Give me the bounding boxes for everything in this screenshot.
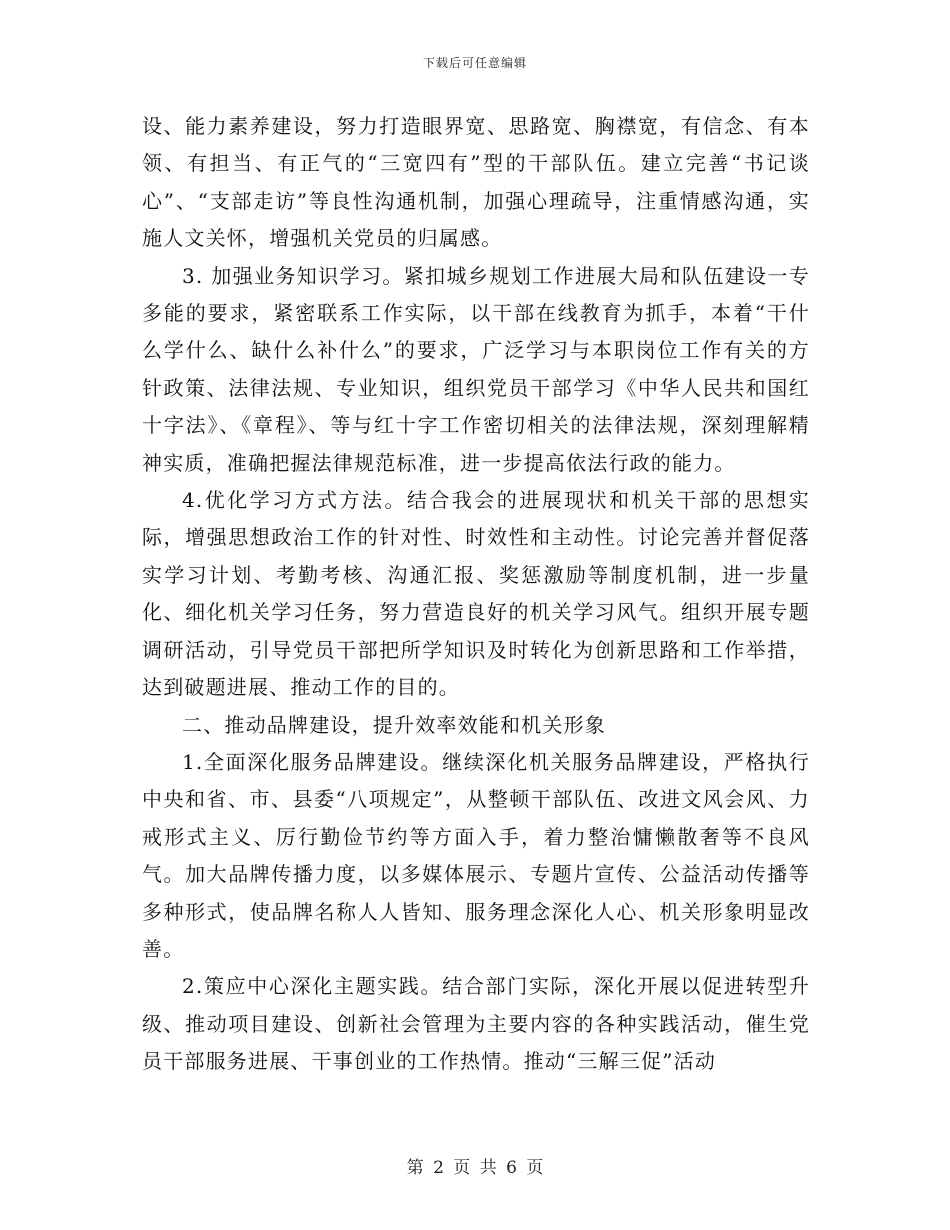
paragraph-item-3: 3. 加强业务知识学习。紧扣城乡规划工作进展大局和队伍建设一专多能的要求，紧密联系工作实际，以干部在线教育为抓手，本着“干什么学什么、缺什么补什么”的要求，广泛学习与本职岗位工作有关的方针政策、法律法规、专业知识，组织党员干部学习《中华人民共和国红十字法》、《章程》、等与红十字工作密切相关的法律法规，深刻理解精神实质，准确把握法律规范标准，进一步提高依法行政的能力。	[142, 263, 810, 475]
section-heading-2: 二、推动品牌建设，提升效率效能和机关形象	[182, 712, 606, 737]
paragraph-item-4: 4.优化学习方式方法。结合我会的进展现状和机关干部的思想实际，增强思想政治工作的针对性、时效性和主动性。讨论完善并督促落实学习计划、考勤考核、沟通汇报、奖惩激励等制度机制，进一步量化、细化机关学习任务，努力营造良好的机关学习风气。组织开展专题调研活动，引导党员干部把所学知识及时转化为创新思路和工作举措，达到破题进展、推动工作的目的。	[142, 488, 810, 700]
page-header: 下载后可任意编辑	[422, 56, 527, 70]
page-number-footer: 第 2 页 共 6 页	[406, 1158, 544, 1178]
paragraph-continuation: 设、能力素养建设，努力打造眼界宽、思路宽、胸襟宽，有信念、有本领、有担当、有正气的“三宽四有”型的干部队伍。建立完善“书记谈心”、“支部走访”等良性沟通机制，加强心理疏导，注重情感沟通，实施人文关怀，增强机关党员的归属感。	[142, 114, 810, 251]
paragraph-section2-item-1: 1.全面深化服务品牌建设。继续深化机关服务品牌建设，严格执行中央和省、市、县委“八项规定”，从整顿干部队伍、改进文风会风、力戒形式主义、厉行勤俭节约等方面入手，着力整治慵懒散奢等不良风气。加大品牌传播力度，以多媒体展示、专题片宣传、公益活动传播等多种形式，使品牌名称人人皆知、服务理念深化人心、机关形象明显改善。	[142, 749, 810, 961]
document-body	[142, 108, 810, 1081]
paragraph-section2-item-2: 2.策应中心深化主题实践。结合部门实际，深化开展以促进转型升级、推动项目建设、创新社会管理为主要内容的各种实践活动，催生党员干部服务进展、干事创业的工作热情。推动“三解三促”活动	[142, 974, 810, 1074]
